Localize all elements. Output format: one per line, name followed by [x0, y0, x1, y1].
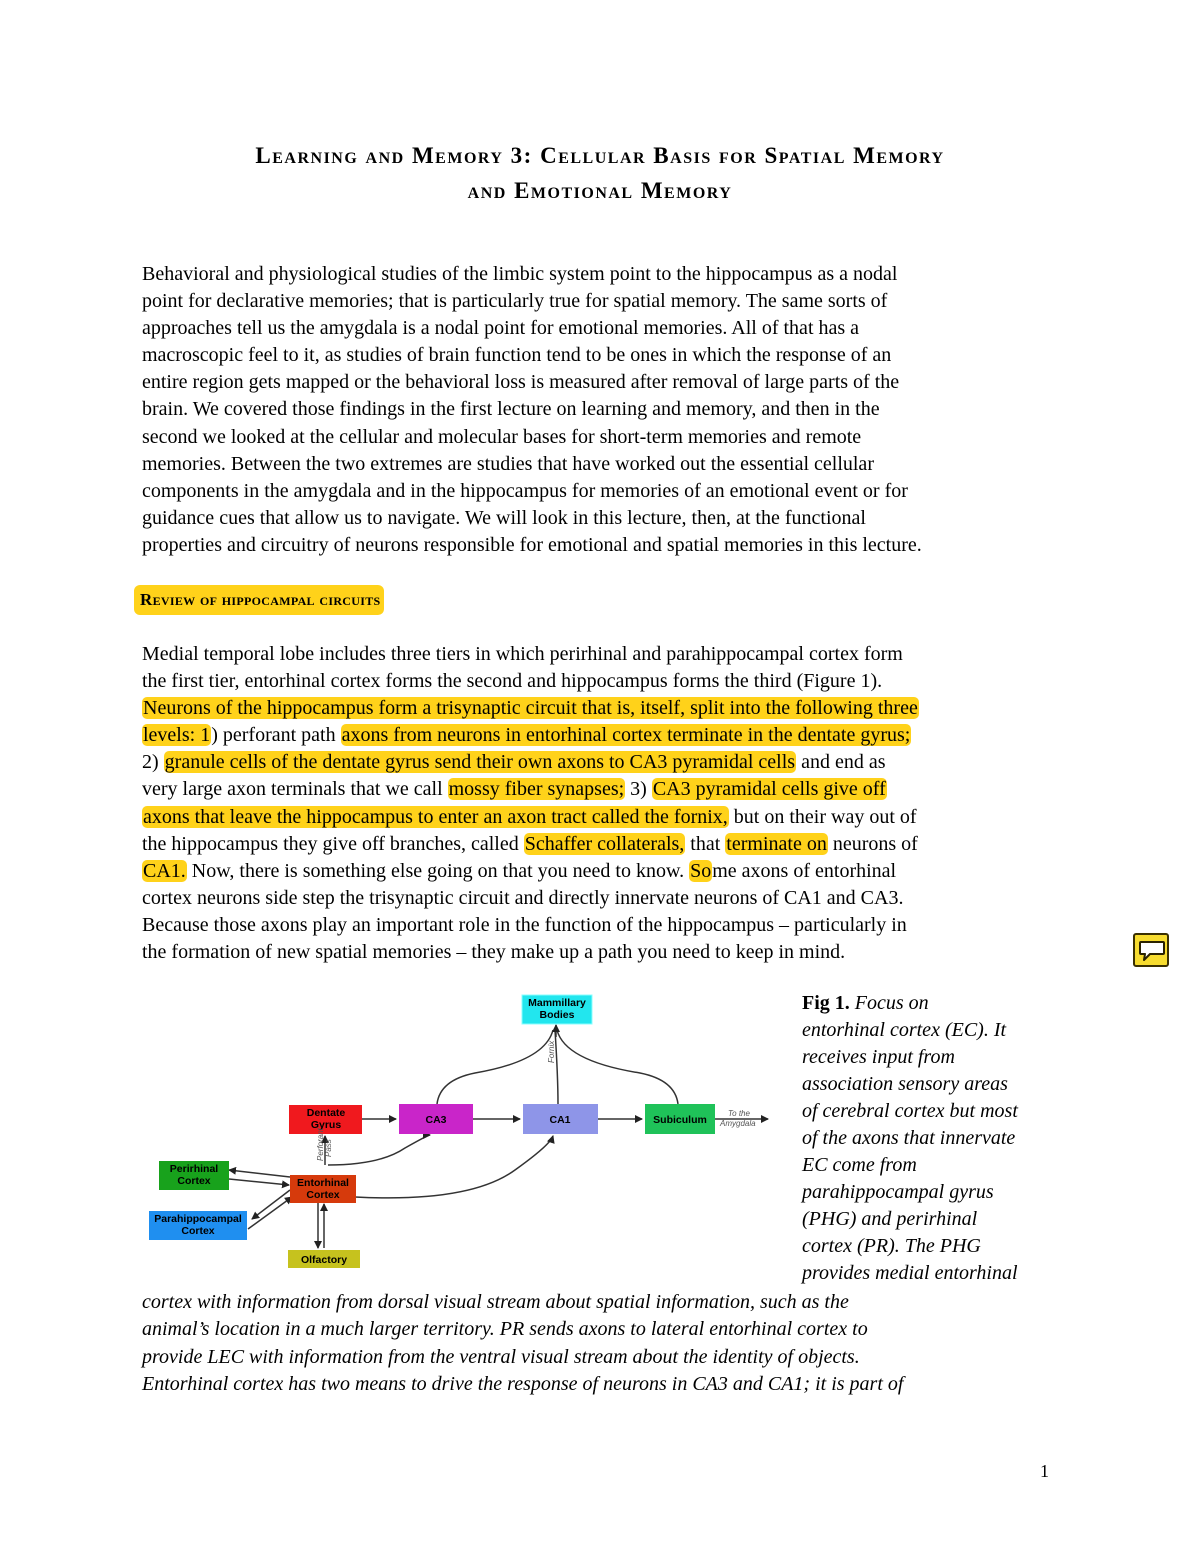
caption-line: receives input from — [802, 1046, 955, 1068]
plain-text: 3) — [625, 778, 652, 801]
caption-line — [802, 990, 1077, 1017]
circuits-line: the formation of new spatial memories – they make up a path you need to keep in mind. — [142, 941, 846, 964]
circuits-line — [142, 831, 1072, 858]
page-number: 1 — [1040, 1461, 1049, 1481]
intro-line: brain. We covered those findings in the first lecture on learning and memory, and then in the — [142, 398, 880, 421]
mammillary-label-2: Bodies — [539, 1009, 575, 1021]
caption-line: animal’s location in a much larger territory. PR sends axons to lateral entorhinal cortex to — [142, 1318, 868, 1341]
amygdala-label-1: To the — [728, 1109, 750, 1118]
intro-line: point for declarative memories; that is particularly true for spatial memory. The same sorts of — [142, 290, 888, 313]
highlighted-text: So — [690, 859, 712, 882]
plain-text: very large axon terminals that we call — [142, 778, 448, 801]
perirhinal-to-ec-arrow — [229, 1179, 289, 1185]
figure-caption-continued — [142, 1289, 1082, 1398]
ec-to-ca1-arrow — [355, 1136, 553, 1198]
perforant-label-1: Perforant — [316, 1128, 325, 1161]
dentate-label-1: Dentate — [306, 1107, 346, 1119]
fornix-path-subiculum — [557, 1030, 678, 1104]
fornix-path-ca3 — [437, 1030, 553, 1104]
highlighted-text: granule cells of the dentate gyrus send their own axons to CA3 pyramidal cells — [164, 751, 796, 774]
caption-line: cortex with information from dorsal visual stream about spatial information, such as the — [142, 1291, 849, 1313]
highlighted-text: terminate on — [726, 832, 827, 855]
circuits-line: Medial temporal lobe includes three tiers in which perirhinal and parahippocampal cortex form — [142, 643, 903, 665]
circuits-line — [142, 776, 1072, 803]
comment-icon — [1138, 939, 1166, 963]
amygdala-label-2: Amygdala — [720, 1119, 756, 1128]
caption-line: EC come from — [802, 1154, 917, 1176]
intro-line: memories. Between the two extremes are studies that have worked out the essential cellular — [142, 452, 874, 475]
plain-text: the hippocampus they give off branches, called — [142, 832, 524, 855]
circuits-line — [142, 695, 1072, 722]
highlighted-text: Schaffer collaterals, — [524, 832, 685, 855]
caption-line: provide LEC with information from the ventral visual stream about the identity of objects. — [142, 1345, 860, 1368]
intro-line: components in the amygdala and in the hippocampus for memories of an emotional event or for — [142, 479, 908, 502]
plain-text: neurons of — [827, 832, 918, 855]
circuits-line — [142, 722, 1072, 749]
caption-line: association sensory areas — [802, 1073, 1008, 1095]
circuits-line — [142, 858, 1072, 885]
intro-paragraph — [142, 261, 1072, 559]
perforant-label-2: Pass — [324, 1139, 333, 1157]
fornix-label: Fornix — [547, 1040, 556, 1063]
intro-line: approaches tell us the amygdala is a nodal point for emotional memories. All of that has a — [142, 317, 860, 340]
ca1-label: CA1 — [549, 1114, 571, 1126]
highlighted-text: axons that leave the hippocampus to enter an axon tract called the fornix, — [143, 805, 728, 828]
circuits-line — [142, 749, 1072, 776]
olfactory-label: Olfactory — [300, 1254, 348, 1266]
plain-text: Now, there is something else going on that you need to know. — [186, 859, 690, 882]
ec-to-ca3-arrow — [328, 1135, 430, 1165]
entorhinal-label-1: Entorhinal — [297, 1177, 349, 1189]
caption-line: provides medial entorhinal — [802, 1262, 1018, 1284]
plain-text: that — [685, 832, 726, 855]
document-title-line-1: Learning and Memory 3: Cellular Basis for Spatial Memory — [255, 143, 945, 168]
intro-line: macroscopic feel to it, as studies of brain function tend to be ones in which the response of an — [142, 344, 892, 367]
figure-caption — [802, 990, 1077, 1287]
parahippocampal-label-1: Parahippocampal — [154, 1213, 242, 1225]
circuits-paragraph — [142, 641, 1072, 966]
plain-text: and end as — [796, 751, 886, 774]
plain-text: but on their way out of — [728, 805, 917, 828]
caption-label: Fig 1. — [802, 992, 850, 1014]
plain-text: ) perforant path — [211, 724, 341, 747]
caption-text: Focus on — [849, 992, 929, 1014]
parahippocampal-to-ec-arrow — [248, 1197, 292, 1229]
hippocampal-circuit-diagram — [140, 985, 790, 1275]
highlighted-text: CA3 pyramidal cells give off — [652, 778, 886, 801]
perirhinal-label-2: Cortex — [177, 1175, 211, 1187]
ec-to-perirhinal-arrow — [229, 1170, 290, 1177]
highlighted-text: Neurons of the hippocampus form a trisynaptic circuit that is, itself, split into the following three — [143, 697, 918, 720]
intro-line: properties and circuitry of neurons responsible for emotional and spatial memories in this lecture. — [142, 533, 922, 556]
section-heading-highlight — [134, 585, 384, 615]
highlighted-text: CA1. — [143, 859, 186, 882]
highlighted-text: axons from neurons in entorhinal cortex terminate in the dentate gyrus; — [341, 724, 911, 747]
perirhinal-label-1: Perirhinal — [169, 1163, 219, 1175]
caption-line: parahippocampal gyrus — [802, 1181, 994, 1203]
caption-line: entorhinal cortex (EC). It — [802, 1019, 1007, 1041]
circuits-line — [142, 804, 1072, 831]
mammillary-label-1: Mammillary — [528, 997, 586, 1009]
circuits-line: cortex neurons side step the trisynaptic circuit and directly innervate neurons of CA1 and CA3. — [142, 886, 904, 909]
subiculum-label: Subiculum — [653, 1114, 707, 1126]
entorhinal-label-2: Cortex — [306, 1189, 340, 1201]
dentate-label-2: Gyrus — [310, 1119, 342, 1131]
document-title-line-2: and Emotional Memory — [467, 178, 733, 203]
ec-to-parahippocampal-arrow — [252, 1190, 290, 1219]
comment-annotation-button[interactable] — [1133, 933, 1169, 967]
intro-line: entire region gets mapped or the behavioral loss is measured after removal of large parts of the — [142, 371, 900, 394]
intro-line: guidance cues that allow us to navigate. We will look in this lecture, then, at the functional — [142, 506, 866, 529]
intro-line: Behavioral and physiological studies of the limbic system point to the hippocampus as a nodal — [142, 263, 898, 285]
circuits-line: the first tier, entorhinal cortex forms the second and hippocampus forms the third (Figure 1). — [142, 670, 883, 693]
caption-line: cortex (PR). The PHG — [802, 1235, 981, 1257]
caption-line: of cerebral cortex but most — [802, 1100, 1018, 1122]
plain-text: me axons of entorhinal — [712, 859, 897, 882]
caption-line: (PHG) and perirhinal — [802, 1208, 978, 1230]
section-heading: Review of hippocampal circuits — [140, 590, 381, 609]
ca3-label: CA3 — [425, 1114, 447, 1126]
plain-text: 2) — [142, 751, 164, 774]
caption-line: of the axons that innervate — [802, 1127, 1016, 1149]
circuits-line: Because those axons play an important role in the function of the hippocampus – particularly in — [142, 913, 907, 936]
intro-line: second we looked at the cellular and molecular bases for short-term memories and remote — [142, 425, 862, 448]
highlighted-text: mossy fiber synapses; — [448, 778, 625, 801]
parahippocampal-label-2: Cortex — [181, 1225, 215, 1237]
highlighted-text: levels: 1 — [143, 724, 211, 747]
caption-line: Entorhinal cortex has two means to drive the response of neurons in CA3 and CA1; it is part of — [142, 1372, 904, 1395]
